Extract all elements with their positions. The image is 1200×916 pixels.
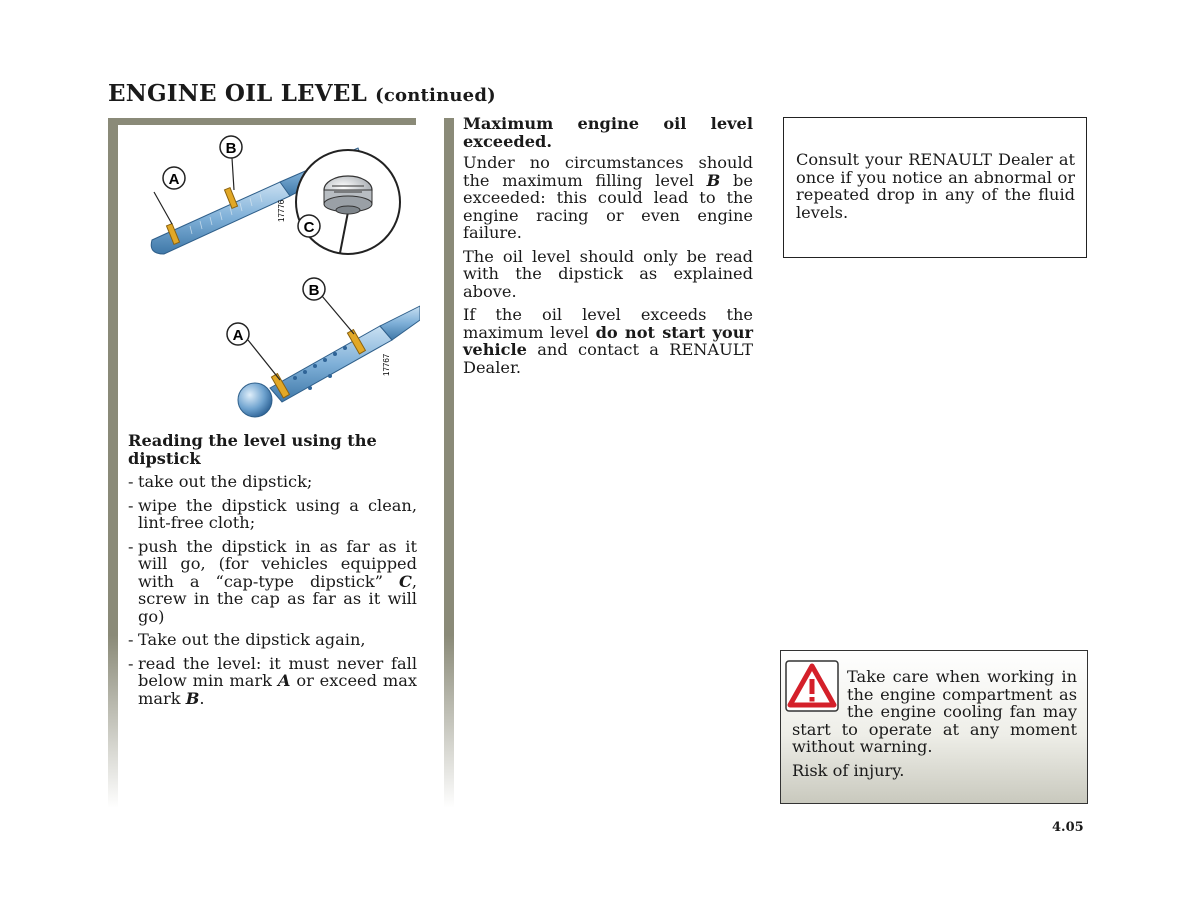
list-item-text: Take out the dipstick again,: [138, 630, 366, 649]
list-dash: -: [128, 630, 134, 649]
label-a-lower: A: [232, 327, 244, 344]
warning-box: [780, 650, 1088, 804]
list-dash: -: [128, 472, 134, 491]
para1-after: be exceeded: this could lead to the engine racing or even engine failure.: [463, 170, 753, 242]
middle-column-rule: [444, 118, 454, 808]
list-item: [128, 655, 417, 708]
read-text-middle: or exceed max mark: [138, 671, 417, 708]
left-column-top-rule: [108, 118, 416, 125]
page-number: 4.05: [1052, 820, 1084, 835]
dealer-note-box: [783, 117, 1087, 258]
list-item-text: wipe the dipstick using a clean, lint-free cloth;: [138, 495, 417, 532]
list-dash: -: [128, 653, 134, 673]
read-dipstick-paragraph: The oil level should only be read with the dipstick as explained above.: [463, 246, 753, 301]
lower-dipstick: [227, 278, 420, 417]
middle-column-text: [463, 115, 753, 382]
list-item-text: take out the dipstick;: [138, 472, 313, 491]
dipstick-illustration: [130, 130, 420, 430]
label-b-upper: B: [225, 140, 237, 157]
para3-after: and contact a RENAULT Dealer.: [463, 340, 753, 377]
read-text-after: .: [199, 688, 205, 708]
page-title: [108, 80, 496, 107]
label-c: C: [303, 219, 315, 236]
dipstick-heading: Reading the level using the dipstick: [128, 431, 377, 468]
risk-text: Risk of injury.: [792, 760, 905, 780]
label-a-upper: A: [168, 171, 180, 188]
left-column-rule: [108, 118, 118, 808]
left-column-text: [128, 432, 417, 713]
push-text-before: push the dipstick in as far as it will go, (for vehicles equipped with a “cap-type dipstick”: [138, 536, 417, 591]
list-item: [128, 497, 417, 532]
code-lower: 17767: [382, 353, 391, 376]
cap-dipstick-inset: [296, 150, 400, 254]
exceeds-paragraph: [463, 306, 753, 376]
max-level-paragraph: [463, 154, 753, 242]
do-not-start-text: do not start your vehicle: [463, 322, 754, 359]
mark-b-ref: B: [706, 170, 721, 190]
para1-before: Under no circumstances should the maximum filling level: [463, 153, 753, 190]
code-upper: 17776: [277, 199, 286, 222]
list-item: [128, 473, 417, 491]
label-b-lower: B: [308, 282, 320, 299]
list-item-text: [138, 538, 417, 626]
mark-c-ref: C: [398, 571, 412, 591]
max-level-heading: Maximum engine oil level exceeded.: [463, 114, 753, 151]
push-text-after: , screw in the cap as far as it will go): [138, 571, 417, 626]
para3-before: If the oil level exceeds the maximum level: [463, 305, 753, 342]
mark-a-ref: A: [277, 671, 291, 690]
list-item: [128, 538, 417, 626]
list-dash: -: [128, 495, 134, 515]
title-main: ENGINE OIL LEVEL: [108, 80, 367, 107]
list-item-text: [138, 655, 417, 708]
upper-mark-b: [224, 188, 237, 209]
dealer-note-text: Consult your RENAULT Dealer at once if you notice an abnormal or repeated drop in any of the fluid levels.: [796, 150, 1075, 222]
list-item: [128, 631, 417, 649]
read-text-before: read the level: it must never fall below min mark: [138, 653, 417, 690]
warning-text: Take care when working in the engine compartment as the engine cooling fan may start to operate at any moment without warning.: [792, 667, 1077, 756]
warning-triangle-icon: [785, 660, 839, 712]
title-suffix: (continued): [375, 85, 496, 106]
mark-b-ref: B: [185, 688, 200, 708]
list-dash: -: [128, 536, 134, 556]
